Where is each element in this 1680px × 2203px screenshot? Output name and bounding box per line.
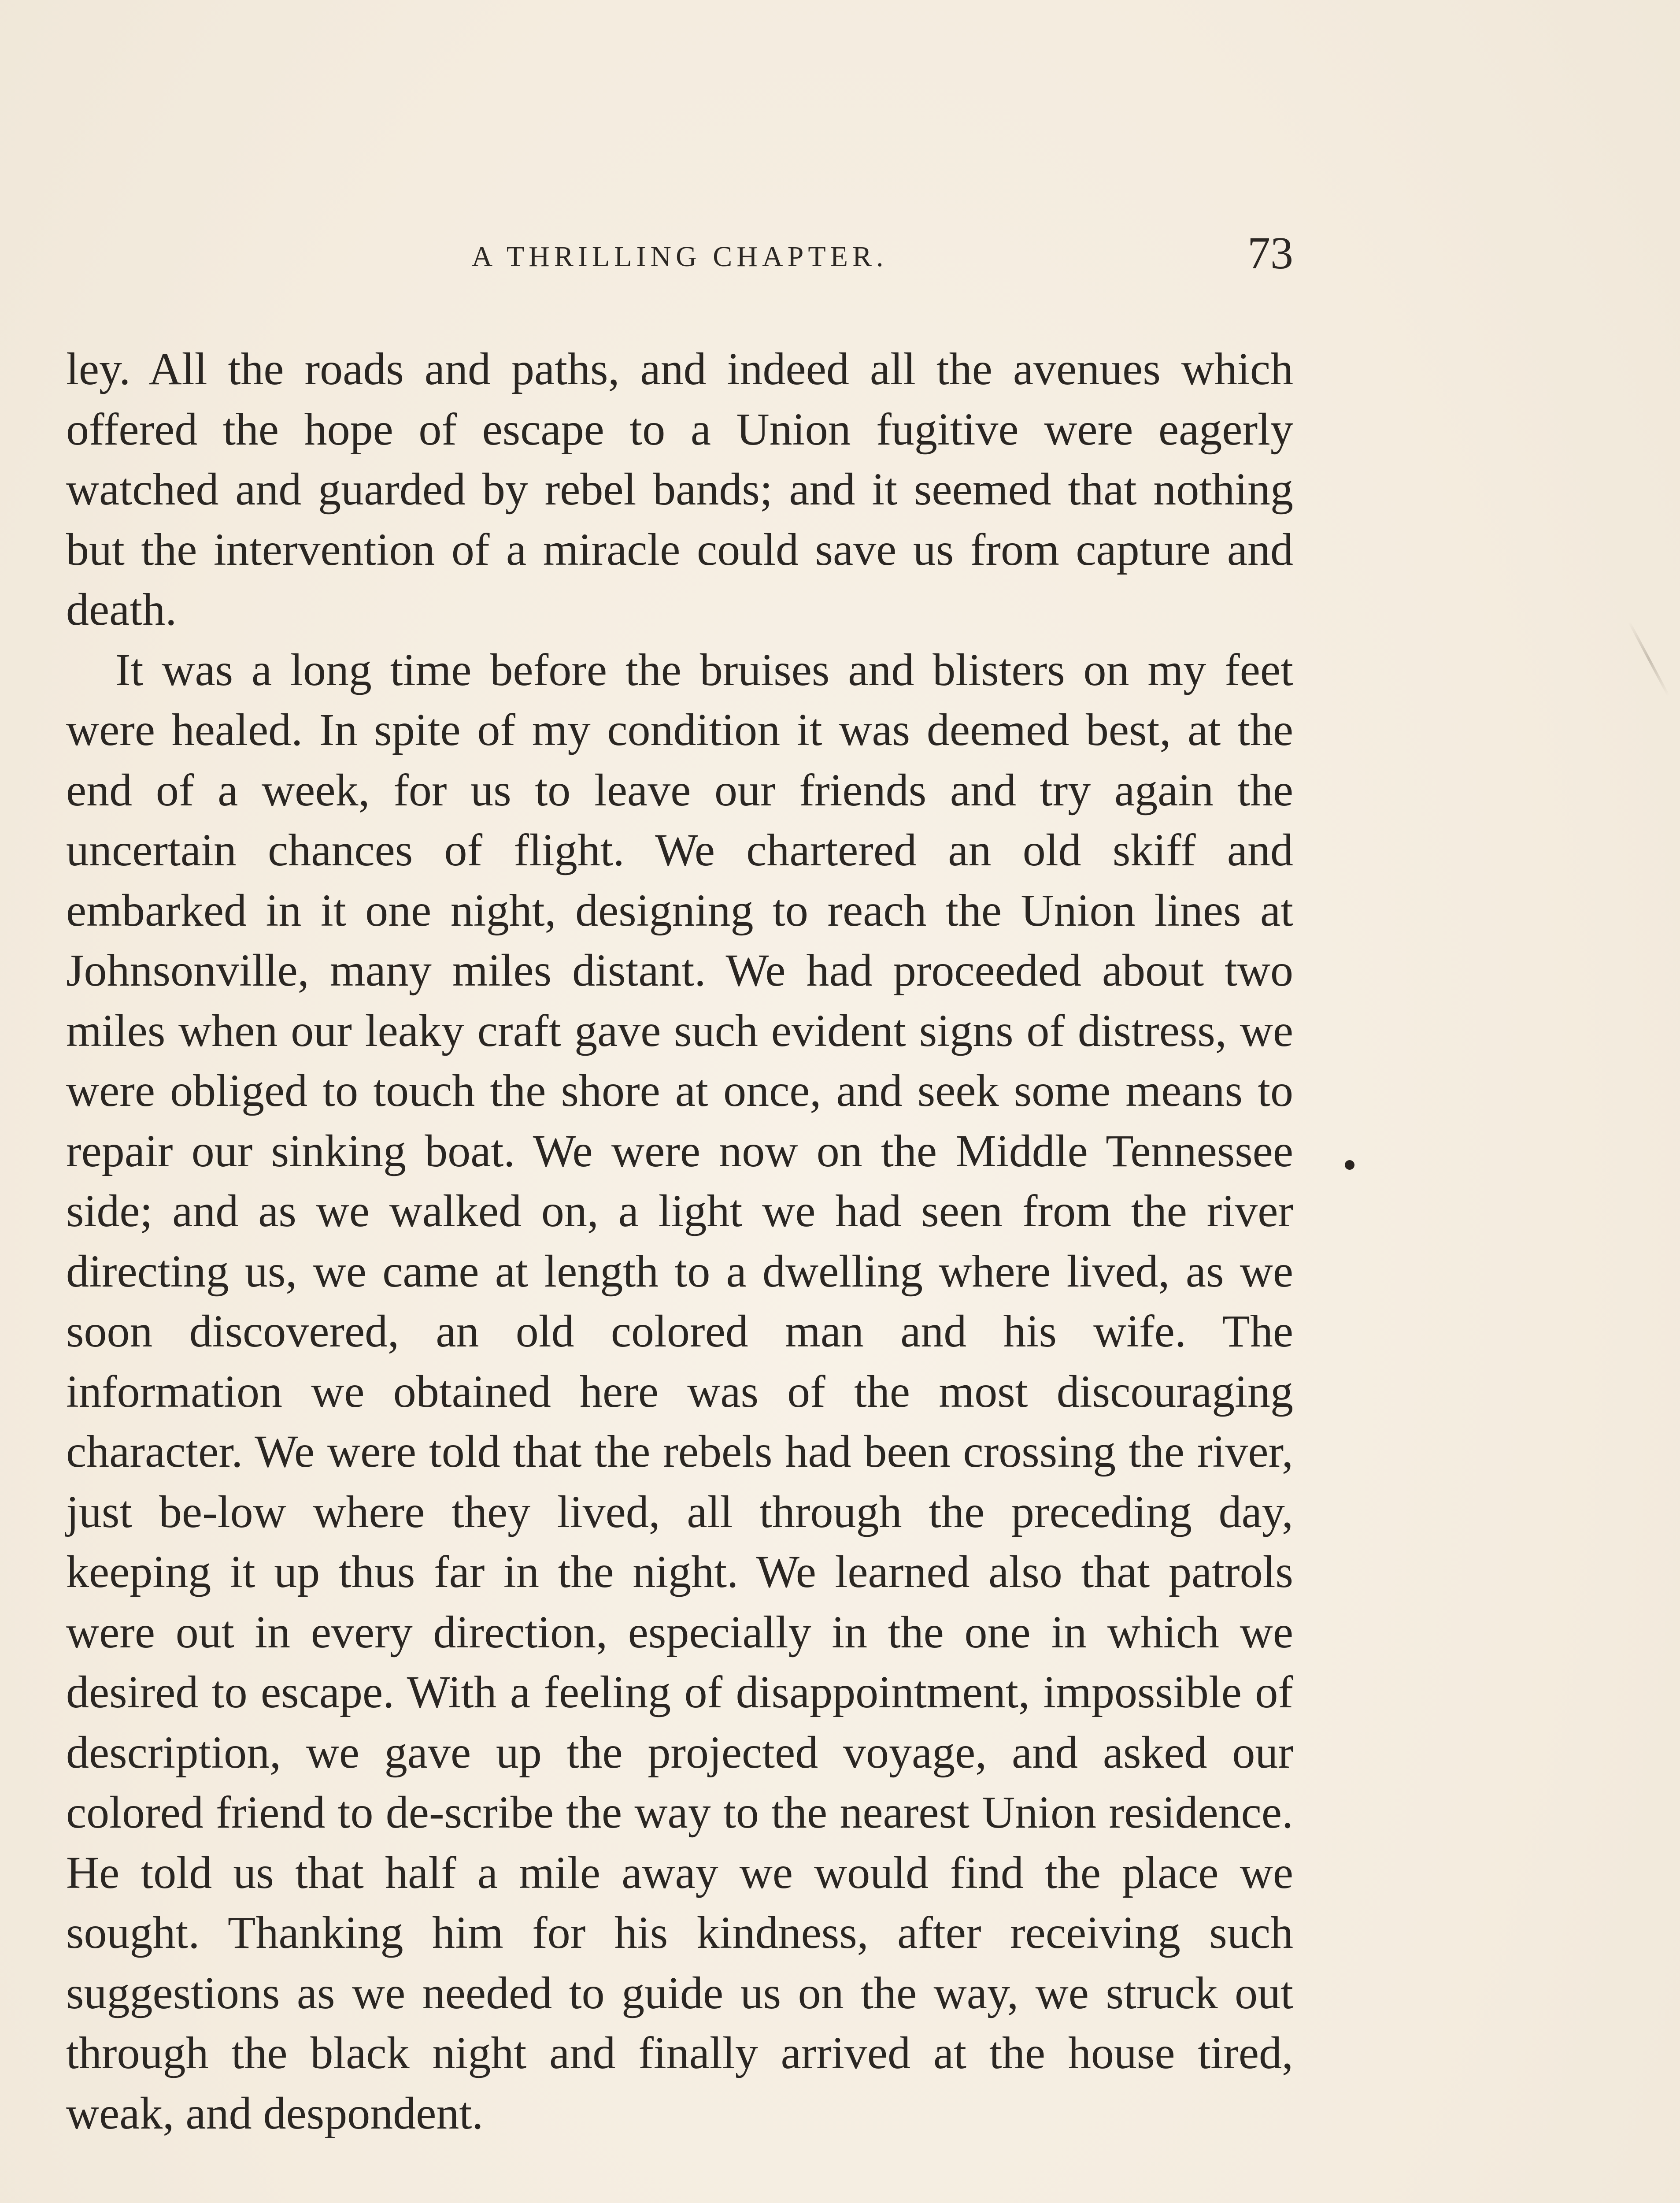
paragraph-continued: ley. All the roads and paths, and indeed all the avenues which offered the hope of escape to a Union fugitive were eagerly watched and guarded by rebel bands; and it seemed that nothing but the intervention of a miracle could save us from capture and death.	[66, 344, 1293, 635]
margin-ink-dot	[1345, 1160, 1354, 1170]
paragraph: It was a long time before the bruises and blisters on my feet were healed. In spite of my condition it was deemed best, at the end of a week, for us to leave our friends and try again the uncertain chances of flight. We chartered an old skiff and embarked in it one night, designing to reach the Union lines at Johnsonville, many miles distant. We had proceeded about two miles when our leaky craft gave such evident signs of distress, we were obliged to touch the shore at once, and seek some means to repair our sinking boat. We were now on the Middle Tennessee side; and as we walked on, a light we had seen from the river directing us, we came at length to a dwelling where lived, as we soon discovered, an old colored man and his wife. The information we obtained here was of the most discouraging character. We were told that the rebels had been crossing the river, just be-low where they lived, all through the preceding day, keeping it up thus far in the night. We learned also that patrols were out in every direction, especially in the one in which we desired to escape. With a feeling of disappointment, impossible of description, we gave up the projected voyage, and asked our colored friend to de-scribe the way to the nearest Union residence. He told us that half a mile away we would find the place we sought. Thanking him for his kindness, after receiving such suggestions as we needed to guide us on the way, we struck out through the black night and finally arrived at the house tired, weak, and despondent.	[66, 644, 1293, 2139]
page-number: 73	[1247, 228, 1293, 278]
running-head: A THRILLING CHAPTER.	[471, 241, 888, 273]
page-header	[66, 227, 1293, 293]
body-text	[66, 339, 1293, 2144]
margin-scan-mark	[1628, 621, 1669, 697]
